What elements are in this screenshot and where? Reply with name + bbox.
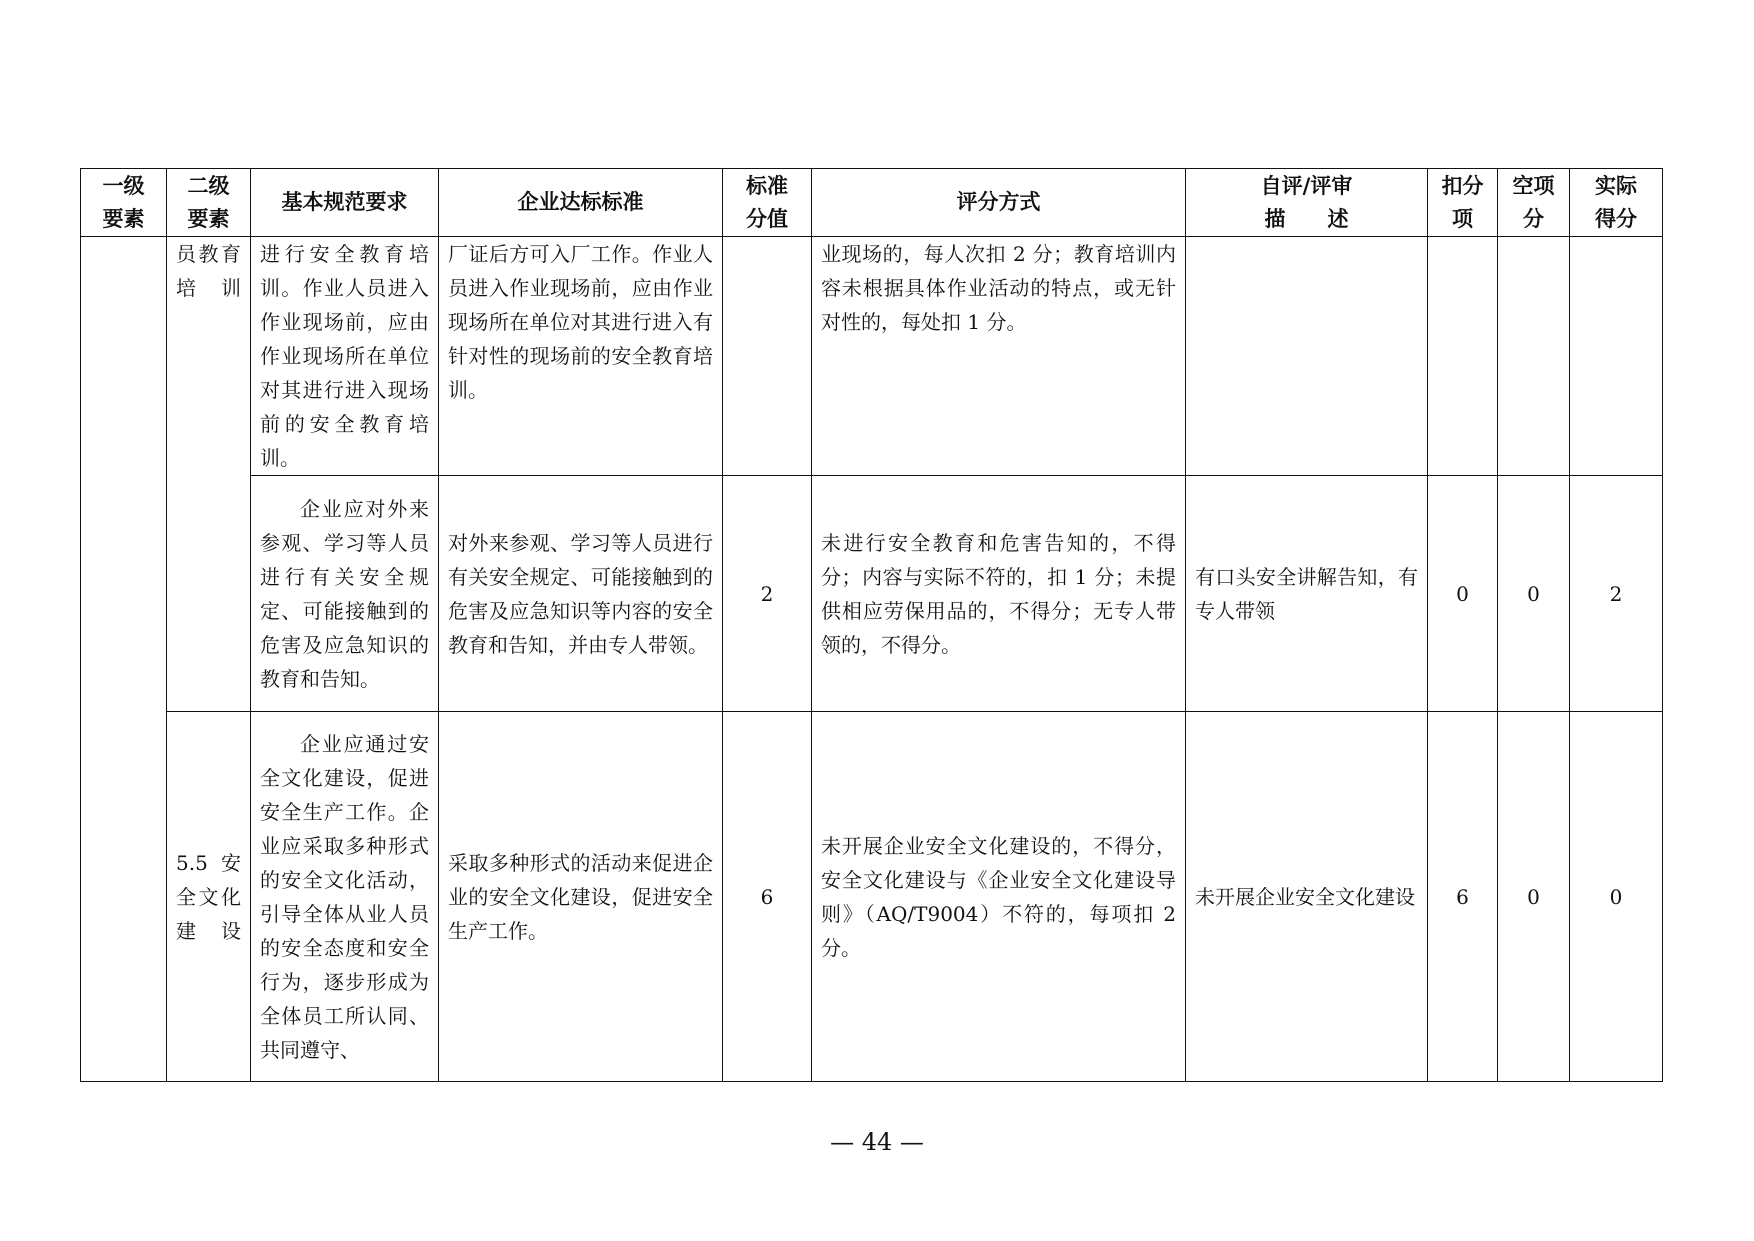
level2-cell: 5.5安全文化建设 <box>167 712 251 1082</box>
blank-cell: 0 <box>1498 476 1570 712</box>
blank-cell <box>1498 237 1570 476</box>
header-description: 自评/评审 描 述 <box>1186 169 1428 237</box>
standard-cell: 采取多种形式的活动来促进企业的安全文化建设，促进安全生产工作。 <box>439 712 723 1082</box>
standard-cell: 厂证后方可入厂工作。作业人员进入作业现场前，应由作业现场所在单位对其进行进入有针对性的现场前的安全教育培训。 <box>439 237 723 476</box>
score-value-cell <box>723 237 812 476</box>
header-row <box>81 169 1663 237</box>
deduction-cell: 0 <box>1428 476 1498 712</box>
level1-cell <box>81 237 167 1082</box>
scoring-table <box>80 168 1663 1082</box>
scoring-method-cell: 未进行安全教育和危害告知的，不得分；内容与实际不符的，扣 1 分；未提供相应劳保用品的，不得分；无专人带领的，不得分。 <box>812 476 1186 712</box>
page-number: — 44 — <box>830 1128 924 1156</box>
header-actual: 实际 得分 <box>1570 169 1663 237</box>
table-row <box>81 476 1663 712</box>
actual-cell <box>1570 237 1663 476</box>
description-cell <box>1186 237 1428 476</box>
requirement-cell: 企业应通过安全文化建设，促进安全生产工作。企业应采取多种形式的安全文化活动，引导全体从业人员的安全态度和安全行为，逐步形成为全体员工所认同、共同遵守、 <box>251 712 439 1082</box>
header-score-value: 标准 分值 <box>723 169 812 237</box>
score-value-cell: 2 <box>723 476 812 712</box>
header-blank: 空项 分 <box>1498 169 1570 237</box>
table-row <box>81 712 1663 1082</box>
level2-cell: 员教育培训 <box>167 237 251 712</box>
deduction-cell: 6 <box>1428 712 1498 1082</box>
table-row <box>81 237 1663 476</box>
scoring-method-cell: 业现场的，每人次扣 2 分；教育培训内容未根据具体作业活动的特点，或无针对性的，每处扣 1 分。 <box>812 237 1186 476</box>
deduction-cell <box>1428 237 1498 476</box>
actual-cell: 0 <box>1570 712 1663 1082</box>
description-cell: 有口头安全讲解告知，有专人带领 <box>1186 476 1428 712</box>
description-cell: 未开展企业安全文化建设 <box>1186 712 1428 1082</box>
header-level1: 一级 要素 <box>81 169 167 237</box>
header-standard: 企业达标标准 <box>439 169 723 237</box>
blank-cell: 0 <box>1498 712 1570 1082</box>
requirement-cell: 进行安全教育培训。作业人员进入作业现场前，应由作业现场所在单位对其进行进入现场前的安全教育培训。 <box>251 237 439 476</box>
header-deduction: 扣分 项 <box>1428 169 1498 237</box>
score-value-cell: 6 <box>723 712 812 1082</box>
actual-cell: 2 <box>1570 476 1663 712</box>
header-requirement: 基本规范要求 <box>251 169 439 237</box>
requirement-cell: 企业应对外来参观、学习等人员进行有关安全规定、可能接触到的危害及应急知识的教育和告知。 <box>251 476 439 712</box>
scoring-method-cell: 未开展企业安全文化建设的，不得分，安全文化建设与《企业安全文化建设导则》（AQ/T9004）不符的，每项扣 2 分。 <box>812 712 1186 1082</box>
standard-cell: 对外来参观、学习等人员进行有关安全规定、可能接触到的危害及应急知识等内容的安全教育和告知，并由专人带领。 <box>439 476 723 712</box>
header-level2: 二级 要素 <box>167 169 251 237</box>
header-scoring-method: 评分方式 <box>812 169 1186 237</box>
